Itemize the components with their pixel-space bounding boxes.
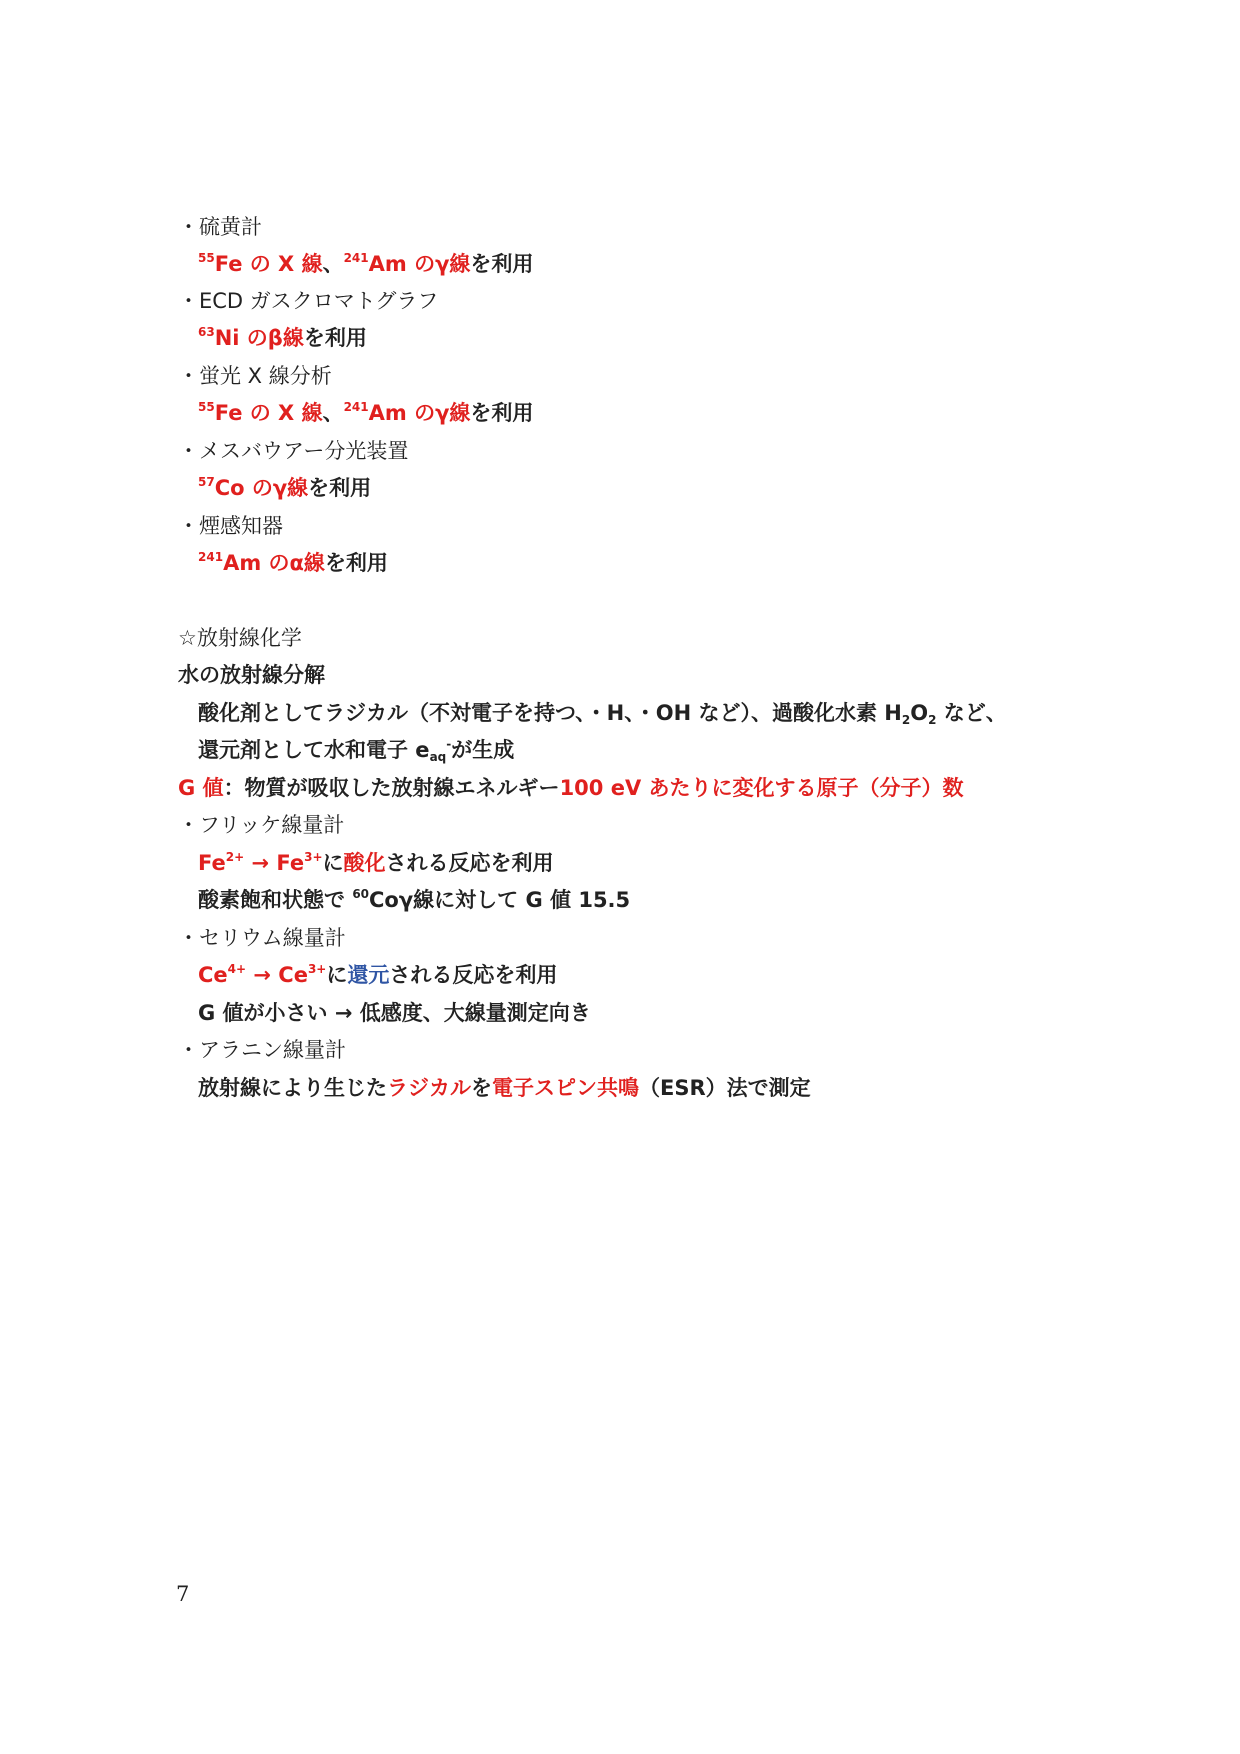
subscript: 2 bbox=[928, 713, 937, 727]
charge: 3+ bbox=[304, 850, 323, 864]
alanine-detail bbox=[198, 1074, 811, 1102]
app-title-ecd-gc: ・ECD ガスクロマトグラフ bbox=[178, 289, 439, 313]
isotope-mass: 63 bbox=[198, 325, 215, 339]
arrow: → bbox=[244, 851, 277, 875]
page-number: 7 bbox=[176, 1582, 190, 1606]
charge: 4+ bbox=[227, 962, 247, 976]
dosimeter-title-cerium: ・セリウム線量計 bbox=[178, 926, 346, 950]
text-part: Coγ線に対して G 値 15.5 bbox=[369, 888, 631, 912]
subheading-water-radiolysis: 水の放射線分解 bbox=[178, 663, 325, 687]
reductant-line bbox=[198, 736, 514, 764]
cerium-reaction bbox=[198, 961, 557, 989]
detail-part: Co のγ線 bbox=[214, 476, 309, 500]
cerium-note: G 値が小さい → 低感度、大線量測定向き bbox=[198, 1001, 591, 1025]
detail-part: Fe の X 線 bbox=[214, 401, 323, 425]
app-detail-ecd-gc bbox=[198, 324, 367, 352]
text-part: 100 eV あたりに変化する原子（分子）数 bbox=[559, 776, 964, 800]
text-part: 酸化 bbox=[343, 851, 386, 875]
detail-part: Fe の X 線 bbox=[214, 252, 323, 276]
separator: 、 bbox=[322, 401, 344, 425]
text-part: 還元 bbox=[347, 963, 390, 987]
isotope-mass: 241 bbox=[343, 251, 369, 265]
subscript: aq bbox=[429, 750, 447, 764]
detail-part: Am のγ線 bbox=[368, 252, 471, 276]
dosimeter-title-fricke: ・フリッケ線量計 bbox=[178, 813, 345, 837]
isotope-mass: 55 bbox=[198, 400, 215, 414]
isotope-mass: 57 bbox=[198, 475, 215, 489]
charge: 2+ bbox=[225, 850, 245, 864]
app-title-smoke-detector: ・煙感知器 bbox=[178, 514, 283, 538]
text-part: ラジカル bbox=[387, 1076, 471, 1100]
app-detail-sulfur-meter bbox=[198, 250, 533, 278]
ion: Fe bbox=[276, 851, 305, 875]
text-part: O bbox=[910, 701, 929, 725]
app-detail-xrf bbox=[198, 399, 533, 427]
text-part: が生成 bbox=[451, 738, 515, 762]
detail-part: Am のα線 bbox=[223, 551, 325, 575]
separator: 、 bbox=[322, 252, 344, 276]
app-title-sulfur-meter: ・硫黄計 bbox=[178, 215, 262, 239]
isotope-mass: 241 bbox=[343, 400, 369, 414]
text-part: に bbox=[326, 963, 348, 987]
detail-tail: を利用 bbox=[324, 551, 388, 575]
arrow: → bbox=[246, 963, 279, 987]
text-part: される反応を利用 bbox=[385, 851, 554, 875]
app-title-xrf: ・蛍光 X 線分析 bbox=[178, 364, 332, 388]
text-part: 酸化剤としてラジカル（不対電子を持つ、・H、・OH など）、過酸化水素 H bbox=[198, 701, 902, 725]
text-part: 電子スピン共鳴 bbox=[492, 1076, 639, 1100]
fricke-note bbox=[198, 886, 630, 914]
charge: 3+ bbox=[307, 962, 327, 976]
detail-part: Am のγ線 bbox=[368, 401, 471, 425]
detail-tail: を利用 bbox=[470, 252, 534, 276]
text-part: （ESR）法で測定 bbox=[639, 1076, 811, 1100]
text-part: など、 bbox=[936, 701, 1007, 725]
app-detail-mossbauer bbox=[198, 474, 371, 502]
oxidant-line bbox=[198, 699, 1007, 727]
section-heading: ☆放射線化学 bbox=[178, 626, 302, 650]
text-part: ：物質が吸収した放射線エネルギー bbox=[223, 776, 560, 800]
text-part: 酸素飽和状態で bbox=[198, 888, 353, 912]
superscript: - bbox=[446, 737, 452, 751]
ion: Ce bbox=[278, 963, 308, 987]
detail-tail: を利用 bbox=[303, 326, 367, 350]
g-value-definition bbox=[178, 774, 964, 802]
app-title-mossbauer: ・メスバウアー分光装置 bbox=[178, 439, 409, 463]
dosimeter-title-alanine: ・アラニン線量計 bbox=[178, 1038, 346, 1062]
text-part: 還元剤として水和電子 e bbox=[198, 738, 430, 762]
text-part: に bbox=[322, 851, 344, 875]
subscript: 2 bbox=[901, 713, 911, 727]
app-detail-smoke-detector bbox=[198, 549, 388, 577]
isotope-mass: 55 bbox=[198, 251, 215, 265]
g-value-label: G 値 bbox=[178, 776, 224, 800]
isotope-mass: 241 bbox=[198, 550, 224, 564]
isotope-mass: 60 bbox=[352, 887, 370, 901]
text-part: される反応を利用 bbox=[389, 963, 558, 987]
ion: Ce bbox=[198, 963, 228, 987]
text-part: を bbox=[471, 1076, 492, 1100]
detail-tail: を利用 bbox=[470, 401, 534, 425]
ion: Fe bbox=[198, 851, 226, 875]
detail-part: Ni のβ線 bbox=[214, 326, 304, 350]
fricke-reaction bbox=[198, 849, 554, 877]
text-part: 放射線により生じた bbox=[198, 1076, 387, 1100]
detail-tail: を利用 bbox=[308, 476, 372, 500]
